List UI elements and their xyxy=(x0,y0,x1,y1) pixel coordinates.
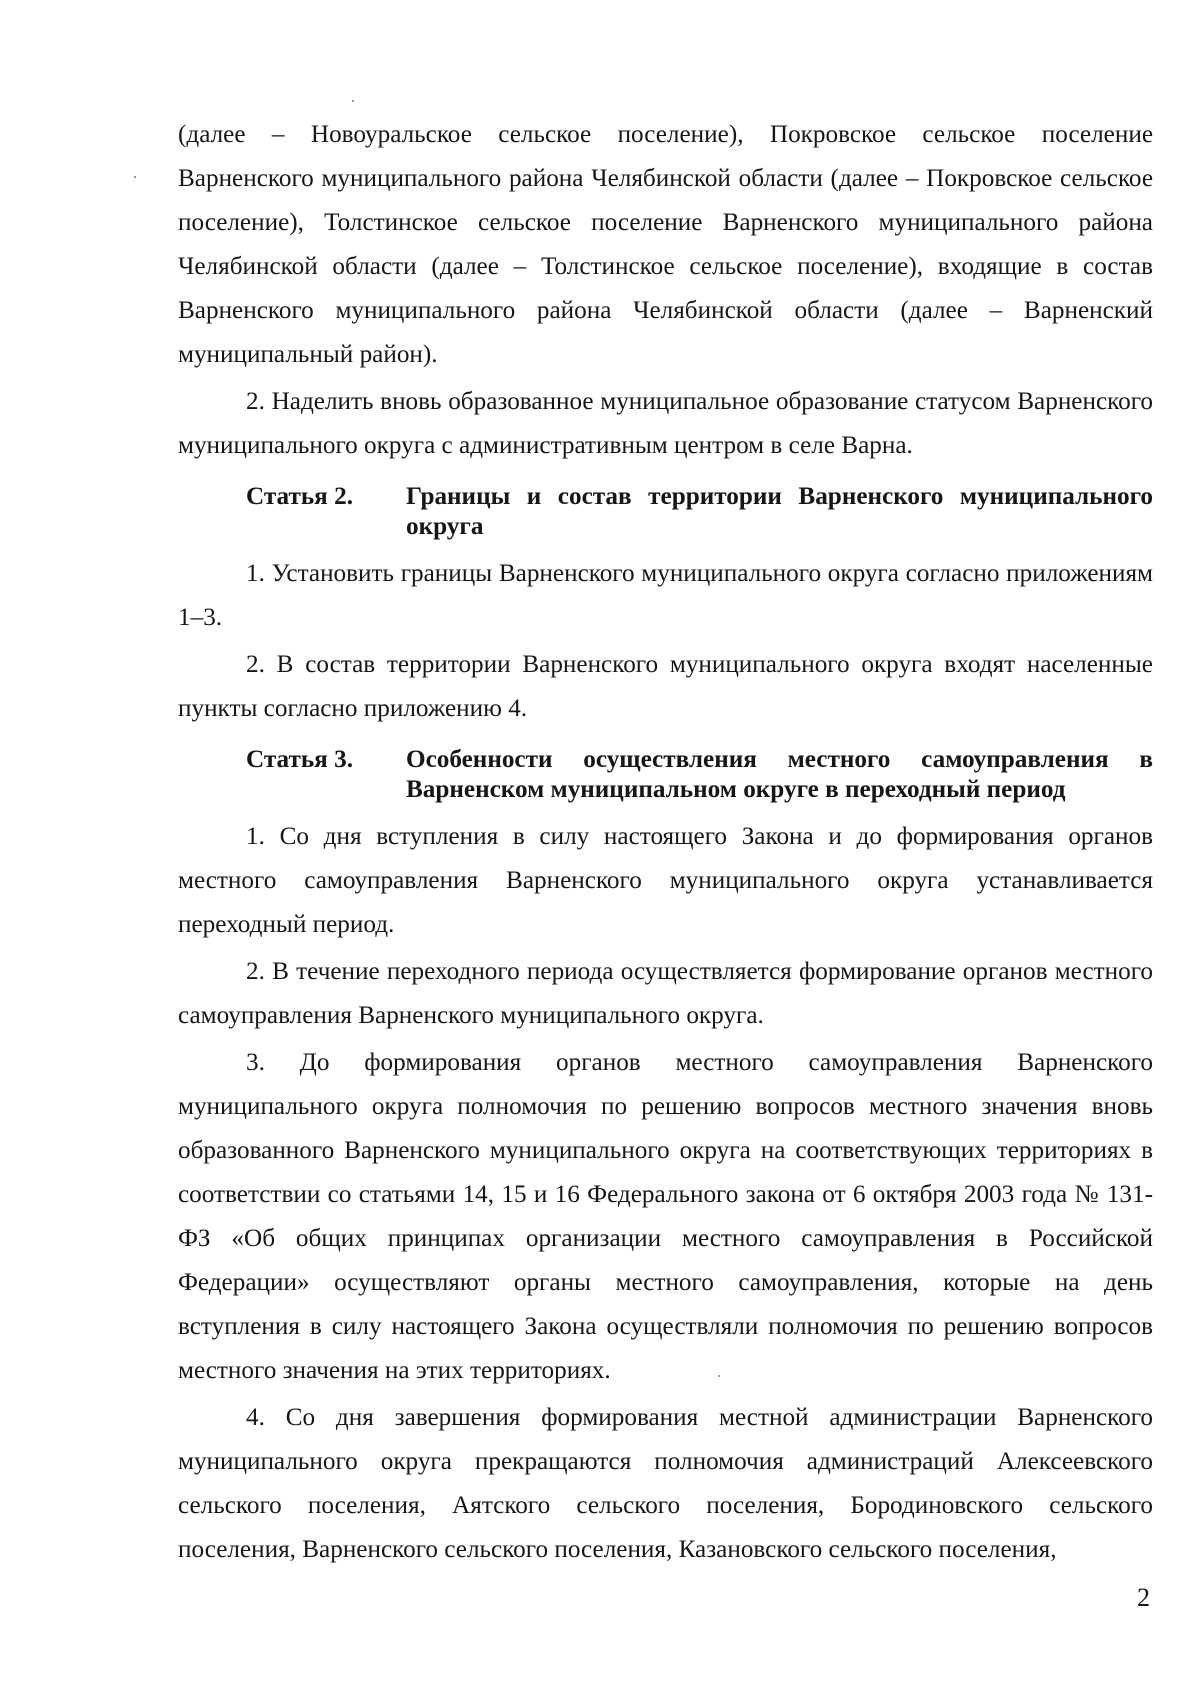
article-3-number: Статья 3. xyxy=(246,746,353,773)
article-2-title: Границы и состав территории Варненского муниципального округа xyxy=(406,483,1153,540)
paragraph-1-2: 2. Наделить вновь образованное муниципальное образование статусом Варненского муниципального округа с административным центром в селе Варна. xyxy=(178,388,1153,459)
scan-speck xyxy=(134,176,136,178)
page-number: 2 xyxy=(1137,1583,1150,1612)
article-3-paragraph-2: 2. В течение переходного периода осуществляется формирование органов местного самоуправления Варненского муниципального округа. xyxy=(178,958,1153,1029)
article-2-paragraph-1: 1. Установить границы Варненского муниципального округа согласно приложениям 1–3. xyxy=(178,560,1153,631)
document-page xyxy=(178,113,1153,1572)
article-3-heading xyxy=(178,745,1153,805)
article-3-paragraph-4: 4. Со дня завершения формирования местной администрации Варненского муниципального округа прекращаются полномочия администраций Алексеевского сельского поселения, Аятского сельского поселения, Бородиновского сельского поселения, Варненского сельского поселения, Казановского сельского поселения, xyxy=(178,1404,1153,1563)
article-2-number: Статья 2. xyxy=(246,483,353,510)
article-3-paragraph-3: 3. До формирования органов местного самоуправления Варненского муниципального округа полномочия по решению вопросов местного значения вновь образованного Варненского муниципального округа на соответствующих территориях в соответствии со статьями 14, 15 и 16 Федерального закона от 6 октября 2003 года № 131-ФЗ «Об общих принципах организации местного самоуправления в Российской Федерации» осуществляют органы местного самоуправления, которые на день вступления в силу настоящего Закона осуществляли полномочия по решению вопросов местного значения на этих территориях. xyxy=(178,1049,1153,1384)
article-2-paragraph-2: 2. В состав территории Варненского муниципального округа входят населенные пункты согласно приложению 4. xyxy=(178,651,1153,722)
article-3-title: Особенности осуществления местного самоуправления в Варненском муниципальном округе в переходный период xyxy=(406,746,1153,803)
paragraph-intro-continuation: (далее – Новоуральское сельское поселение), Покровское сельское поселение Варненского муниципального района Челябинской области (далее – Покровское сельское поселение), Толстинское сельское поселение Варненского муниципального района Челябинской области (далее – Толстинское сельское поселение), входящие в состав Варненского муниципального района Челябинской области (далее – Варненский муниципальный район). xyxy=(178,121,1153,368)
article-3-paragraph-1: 1. Со дня вступления в силу настоящего Закона и до формирования органов местного самоуправления Варненского муниципального округа устанавливается переходный период. xyxy=(178,823,1153,938)
article-2-heading xyxy=(178,482,1153,542)
scan-speck xyxy=(352,100,354,102)
